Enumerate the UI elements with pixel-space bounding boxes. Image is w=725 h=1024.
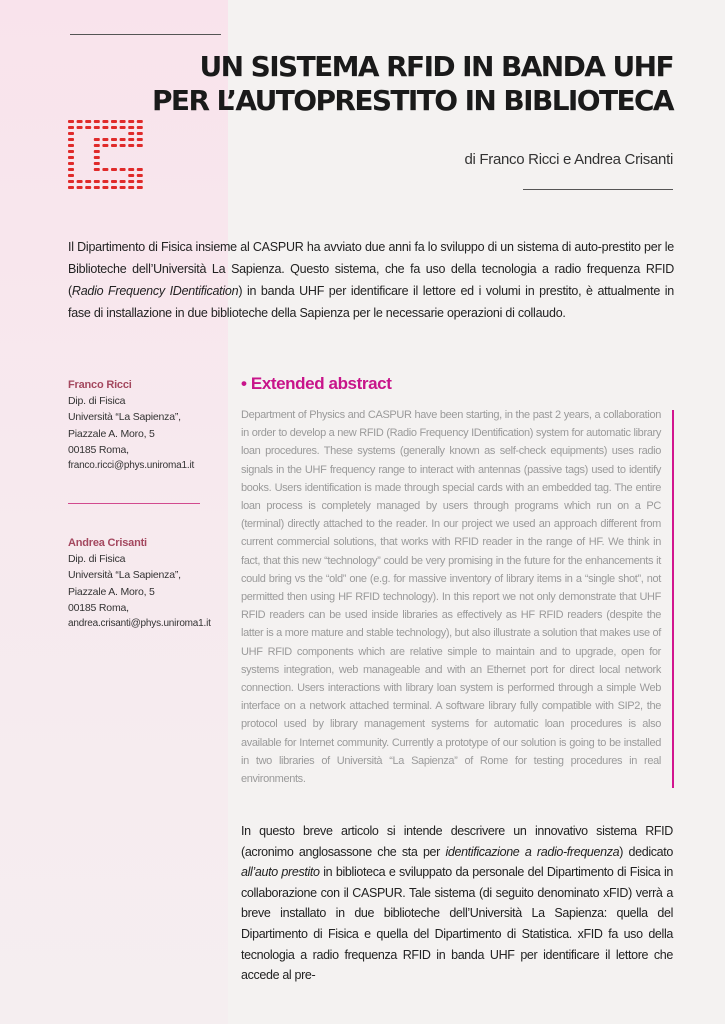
logo-dot <box>120 144 126 147</box>
logo-dot <box>128 144 134 147</box>
logo-dot <box>137 132 143 135</box>
logo-dot <box>85 180 91 183</box>
author-email[interactable]: franco.ricci@phys.uniroma1.it <box>68 460 195 472</box>
logo-dot <box>111 126 117 129</box>
logo-dot <box>111 180 117 183</box>
logo-dot <box>102 168 108 171</box>
body-italic-2: all’auto prestito <box>241 865 320 880</box>
logo-dot <box>120 138 126 141</box>
logo-dot <box>94 168 100 171</box>
logo-dot <box>94 138 100 141</box>
logo-dot <box>111 120 117 123</box>
logo-dot <box>85 120 91 123</box>
logo-dot <box>137 138 143 141</box>
logo-dot <box>137 144 143 147</box>
top-rule <box>70 34 221 35</box>
author-name: Andrea Crisanti <box>68 537 147 549</box>
logo-dot <box>102 126 108 129</box>
body-text-1: In questo breve articolo si intende descrivere un innovativo sistema RFID (acronimo anglosassone che sta per <box>241 824 673 859</box>
logo-dot <box>68 126 74 129</box>
logo-dot <box>137 126 143 129</box>
logo-dot <box>137 174 143 177</box>
logo-dot <box>120 180 126 183</box>
logo-dot <box>77 186 83 189</box>
author-email[interactable]: andrea.crisanti@phys.uniroma1.it <box>68 618 211 630</box>
logo-dot <box>111 138 117 141</box>
logo-dot <box>128 186 134 189</box>
intro-italic: Radio Frequency IDentification <box>71 284 239 298</box>
author-city: 00185 Roma, <box>68 443 129 456</box>
byline: di Franco Ricci e Andrea Crisanti <box>464 151 673 168</box>
logo-dot <box>120 186 126 189</box>
author-university: Università “La Sapienza”, <box>68 411 181 424</box>
logo-dot <box>102 144 108 147</box>
logo-dot <box>111 186 117 189</box>
logo-dot <box>137 186 143 189</box>
logo-dot <box>111 168 117 171</box>
side-divider <box>68 503 200 504</box>
logo-dot <box>137 180 143 183</box>
logo-dot <box>128 168 134 171</box>
logo-dot <box>94 120 100 123</box>
logo-dot <box>94 144 100 147</box>
logo-dot <box>68 168 74 171</box>
title-line-1: UN SISTEMA RFID IN BANDA UHF <box>199 50 673 83</box>
author-city: 00185 Roma, <box>68 601 129 614</box>
logo-dot <box>128 120 134 123</box>
byline-rule <box>523 189 673 190</box>
logo-dot <box>128 180 134 183</box>
logo-dot <box>77 180 83 183</box>
body-paragraph <box>241 821 673 986</box>
body-text-2: ) dedicato <box>619 844 673 859</box>
logo-dot <box>137 120 143 123</box>
author-address: Piazzale A. Moro, 5 <box>68 427 155 440</box>
author-university: Università “La Sapienza”, <box>68 569 181 582</box>
logo-dot <box>68 180 74 183</box>
article-title <box>113 50 673 118</box>
logo-dot <box>77 120 83 123</box>
dotted-red-logo-icon <box>68 120 148 192</box>
logo-dot <box>68 132 74 135</box>
intro-text-1: Il Dipartimento di Fisica insieme al CASPUR ha avviato due anni fa lo sviluppo di un sistema di auto-prestito per le Biblioteche dell’Università La Sapienza. Questo sistema, che fa uso della tecnologia a radio frequenza RFID ( <box>68 240 674 298</box>
logo-dot <box>102 186 108 189</box>
logo-dot <box>85 186 91 189</box>
logo-dot <box>68 174 74 177</box>
author-card-ricci <box>68 377 228 474</box>
author-dept: Dip. di Fisica <box>68 553 126 566</box>
body-italic-1: identificazione a radio-frequenza <box>445 844 620 859</box>
logo-dot <box>94 162 100 165</box>
logo-dot <box>102 180 108 183</box>
logo-dot <box>120 126 126 129</box>
logo-dot <box>77 126 83 129</box>
logo-dot <box>68 120 74 123</box>
abstract-side-bar <box>672 410 674 788</box>
logo-dot <box>68 186 74 189</box>
logo-dot <box>128 174 134 177</box>
logo-dot <box>94 126 100 129</box>
logo-dot <box>94 180 100 183</box>
author-dept: Dip. di Fisica <box>68 395 126 408</box>
body-text-3: in biblioteca e sviluppato da personale del Dipartimento di Fisica in collaborazione con il CASPUR. Tale sistema (di seguito denominato xFID) verrà a breve installato in due biblioteche dell’Università La Sapienza: quella del Dipartimento di Fisica e quella del Dipartimento di Statistica. xFID fa uso della tecnologia a radio frequenza RFID in banda UHF per identificare il lettore che accede al pre- <box>241 865 673 983</box>
logo-dot <box>128 138 134 141</box>
logo-dot <box>94 186 100 189</box>
logo-dot <box>128 126 134 129</box>
logo-dot <box>85 126 91 129</box>
logo-dot <box>102 120 108 123</box>
intro-text-2: ) in banda UHF per identificare il lettore ed i volumi in prestito, è attualmente in fase di installazione in due biblioteche della Sapienza per le necessarie operazioni di collaudo. <box>68 284 674 320</box>
logo-dot <box>120 168 126 171</box>
logo-dot <box>68 144 74 147</box>
title-line-2: PER L’AUTOPRESTITO IN BIBLIOTECA <box>152 84 673 117</box>
author-card-crisanti <box>68 535 228 632</box>
abstract-body: Department of Physics and CASPUR have been starting, in the past 2 years, a collaboration in order to develop a new RFID (Radio Frequency IDentification) system for automatic library loan procedures. These systems (generally known as self-check equipments) uses radio signals in the UHF frequency range to interact with antennas (passive tags) used to identify books. Users identification is made through special cards with an embedded tag. The entire loan process is completely managed by users through programs which run on a PC (terminal) directly attached to the reader. In our project we used an approach different from current commercial solutions, that works with RFID reader in the range of HF. We think in fact, that this new “technology” could be very promising in the future for the enhancements it could bring vs the “old” one (e.g. for massive inventory of library items in a “single shot”, not permitted then using HF RFID technology). In this report we not only demonstrate that UHF RFID readers can be used inside libraries as effectively as HF RFID readers (despite the latter is a more mature and stable technology), but also illustrate a solution that makes use of UHF RFID components which are relative simple to maintain and to upgrade, open for systems integration, web manageable and with an Ethernet port for direct local network connection. Users interactions with library loan system is performed through a simple Web interface on a network attached terminal. A software library fully compatible with SIP2, the protocol used by library management systems for automatic loan procedures is also available for Internet community. Currently a prototype of our solution is going to be installed in two libraries of Università “La Sapienza” of Rome for testing procedures in real environments. <box>241 409 661 786</box>
intro-paragraph <box>68 236 674 324</box>
author-address: Piazzale A. Moro, 5 <box>68 585 155 598</box>
logo-dot <box>128 132 134 135</box>
abstract-heading: • Extended abstract <box>241 374 392 393</box>
logo-dot <box>68 156 74 159</box>
logo-dot <box>111 144 117 147</box>
logo-dot <box>94 150 100 153</box>
logo-dot <box>94 156 100 159</box>
logo-dot <box>68 138 74 141</box>
logo-dot <box>120 120 126 123</box>
author-name: Franco Ricci <box>68 379 132 391</box>
logo-dot <box>68 150 74 153</box>
logo-dot <box>137 168 143 171</box>
logo-dot <box>68 162 74 165</box>
logo-dot <box>102 138 108 141</box>
